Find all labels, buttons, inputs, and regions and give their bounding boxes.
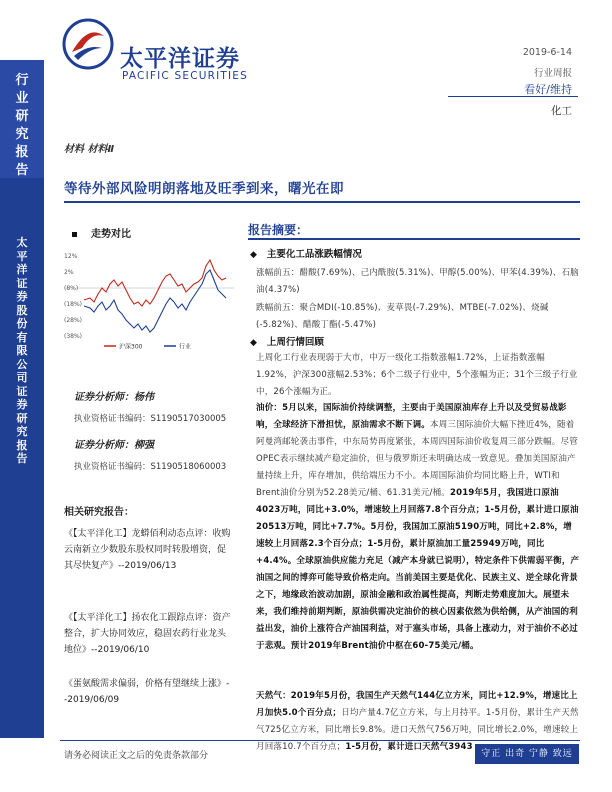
header-divider bbox=[448, 96, 578, 97]
gas-body: 日均产量4.7亿立方米，与上月持平。1-5月份，累计生产天然气725亿立方米，同比增长9.8%。进口天然气756万吨，同比增长2.0%，增速较上月回落10.7个百分点； bbox=[256, 708, 579, 752]
analyst-2: 证券分析师：柳强 bbox=[74, 440, 154, 451]
top-gainers-text: 涨幅前五：醋酸(7.69%)、己内酰胺(5.31%)、甲醇(5.00%)、甲苯(4.39%)、石脑油(4.37%) bbox=[256, 268, 579, 295]
y-tick-label: (18%) bbox=[64, 301, 83, 308]
oil-lead: 油价：5月以来，国际油价持续调整，主要由于美国原油库存上升以及受贸易战影响，全球经济下滑担忧，原油需求不断下调。 bbox=[256, 403, 567, 430]
diamond-bullet-icon: ◆ bbox=[250, 250, 257, 260]
report-type: 行业周报 bbox=[533, 68, 572, 79]
title-rule bbox=[64, 201, 580, 203]
related-report-2[interactable]: 《【太平洋化工】扬农化工跟踪点评：资产整合，扩大协同效应，稳固农药行业龙头地位》--2019/06/10 bbox=[64, 613, 231, 655]
subheading-market-review-text: 上周行情回顾 bbox=[266, 337, 324, 348]
report-title: 等待外部风险明朗落地及旺季到来，曙光在即 bbox=[64, 181, 344, 197]
side-label-company-text: 太 平 洋 证 券 股 份 有 限 公 司 证 券 研 究 报 告 bbox=[16, 236, 28, 465]
side-label-research bbox=[0, 72, 44, 180]
related-reports-title: 相关研究报告： bbox=[64, 507, 134, 518]
gas-import-stats: 1-5月份，累计进口天然气3943 bbox=[345, 742, 473, 752]
side-label-research-text: 行 业 研 究 报 告 bbox=[15, 73, 29, 178]
pacific-securities-logo bbox=[62, 18, 114, 70]
oil-paragraph bbox=[256, 400, 580, 655]
y-tick-label: 12% bbox=[64, 253, 78, 260]
gas-lead: 天然气：2019年5月份，我国生产天然气144亿立方米，同比+12.9%，增速比上月加快5.0个百分点； bbox=[256, 691, 578, 718]
y-tick-label: (8%) bbox=[64, 285, 79, 292]
rating: 看好/维持 bbox=[524, 83, 572, 96]
market-review-text: 上周化工行业表现弱于大市，中万一级化工指数涨幅1.72%，上证指数涨幅1.92%，沪深300涨幅2.53%；6个二级子行业中，5个涨幅为正；31个三级子行业中，26个涨幅为正。 bbox=[256, 353, 578, 397]
summary-rule bbox=[248, 238, 580, 240]
analyst-2-cert: 执业资格证书编码：S1190518060003 bbox=[74, 462, 227, 472]
y-tick-label: (28%) bbox=[64, 317, 83, 324]
analyst-1: 证券分析师：杨伟 bbox=[74, 392, 154, 403]
legend-label: 行业 bbox=[179, 343, 192, 351]
sector-label: 化工 bbox=[551, 105, 572, 117]
summary-title: 报告摘要： bbox=[248, 223, 309, 237]
brand-name-en: PACIFIC SECURITIES bbox=[122, 70, 249, 82]
y-tick-label: 2% bbox=[64, 269, 74, 276]
related-report-1[interactable]: 《【太平洋化工】龙蟒佰利动态点评：收购云南新立少数股东股权同时转股增资，促其尽快复产》--2019/06/13 bbox=[64, 529, 231, 571]
report-date: 2019-6-14 bbox=[522, 47, 572, 58]
trend-chart bbox=[64, 240, 234, 352]
subheading-market-review bbox=[250, 334, 324, 348]
trend-heading bbox=[72, 225, 131, 240]
diamond-bullet-icon: ◆ bbox=[250, 338, 257, 348]
footer-rule bbox=[60, 740, 580, 741]
square-bullet-icon bbox=[72, 232, 77, 237]
oil-body: 本周三国际油价大幅下挫近4%，随着阿曼湾邮轮袭击事件，中东局势再度紧张，本周四国际油价收复周三部分跌幅。尽管OPEC表示继续减产稳定油价，但与俄罗斯还未明确达成一致意见。叠加美国原油产量持续上升，库存增加，供给端压力不小。本周国际油价均同比略上升，WTI和Brent油价分别为52.28美元/桶、61.31美元/桶。 bbox=[256, 420, 578, 498]
legend-label: 沪深300 bbox=[119, 343, 143, 351]
related-report-3[interactable]: 《蛋氨酸需求偏弱，价格有望继续上涨》--2019/06/09 bbox=[64, 679, 230, 705]
series-line-hs300 bbox=[84, 260, 226, 306]
oil-import-stats: 2019年5月，我国进口原油4023万吨，同比+3.0%，增速较上月回落7.8个百分点；1-5月份，累计进口原油20513万吨，同比+7.7%。5月份，我国加工原油5190万吨，同比+2.8%，增速较上月回落2.3个百分点；1-5月份，累计原油加工量25949万吨，同比+4.4%。 bbox=[256, 488, 579, 566]
footer-disclaimer: 请务必阅读正文之后的免责条款部分 bbox=[64, 751, 209, 761]
y-tick-label: (38%) bbox=[64, 333, 83, 340]
oil-outlook: 全球原油供应能力充足（减产本身就已说明），特定条件下供需弱平衡，产油国之间的博弈可能导致价格走向。当前美国主要是优化、民族主义、逆全球化背景之下，地缘政治波动加剧，原油金融和政治属性提高，判断走势难度加大。展望未来，我们维持前期判断，原油供需决定油价的核心因素依然为供给侧，从产油国的利益出发，油价上涨符合产油国利益，对于塞头市场，具备上涨动力，对于油价不必过于悲观。预计2019年Brent油价中枢在60-75美元/桶。 bbox=[256, 556, 580, 651]
side-label-company bbox=[0, 236, 44, 466]
footer-slogan: 守正 出奇 宁静 致远 bbox=[475, 744, 579, 764]
subheading-price-change bbox=[250, 246, 362, 260]
report-category: 材料 材料Ⅱ bbox=[64, 144, 115, 155]
top-losers-text: 跌幅前五：聚合MDI(-10.85%)、麦草畏(-7.29%)、MTBE(-7.02%)、烧碱(-5.82%)、醋酸丁酯(-5.47%) bbox=[256, 303, 549, 330]
trend-heading-text: 走势对比 bbox=[91, 229, 131, 240]
subheading-price-change-text: 主要化工品涨跌幅情况 bbox=[266, 249, 362, 260]
analyst-1-cert: 执业资格证书编码：S1190517030005 bbox=[74, 414, 227, 424]
brand-name-cn: 太平洋证券 bbox=[120, 46, 240, 72]
series-line-industry bbox=[84, 270, 226, 332]
